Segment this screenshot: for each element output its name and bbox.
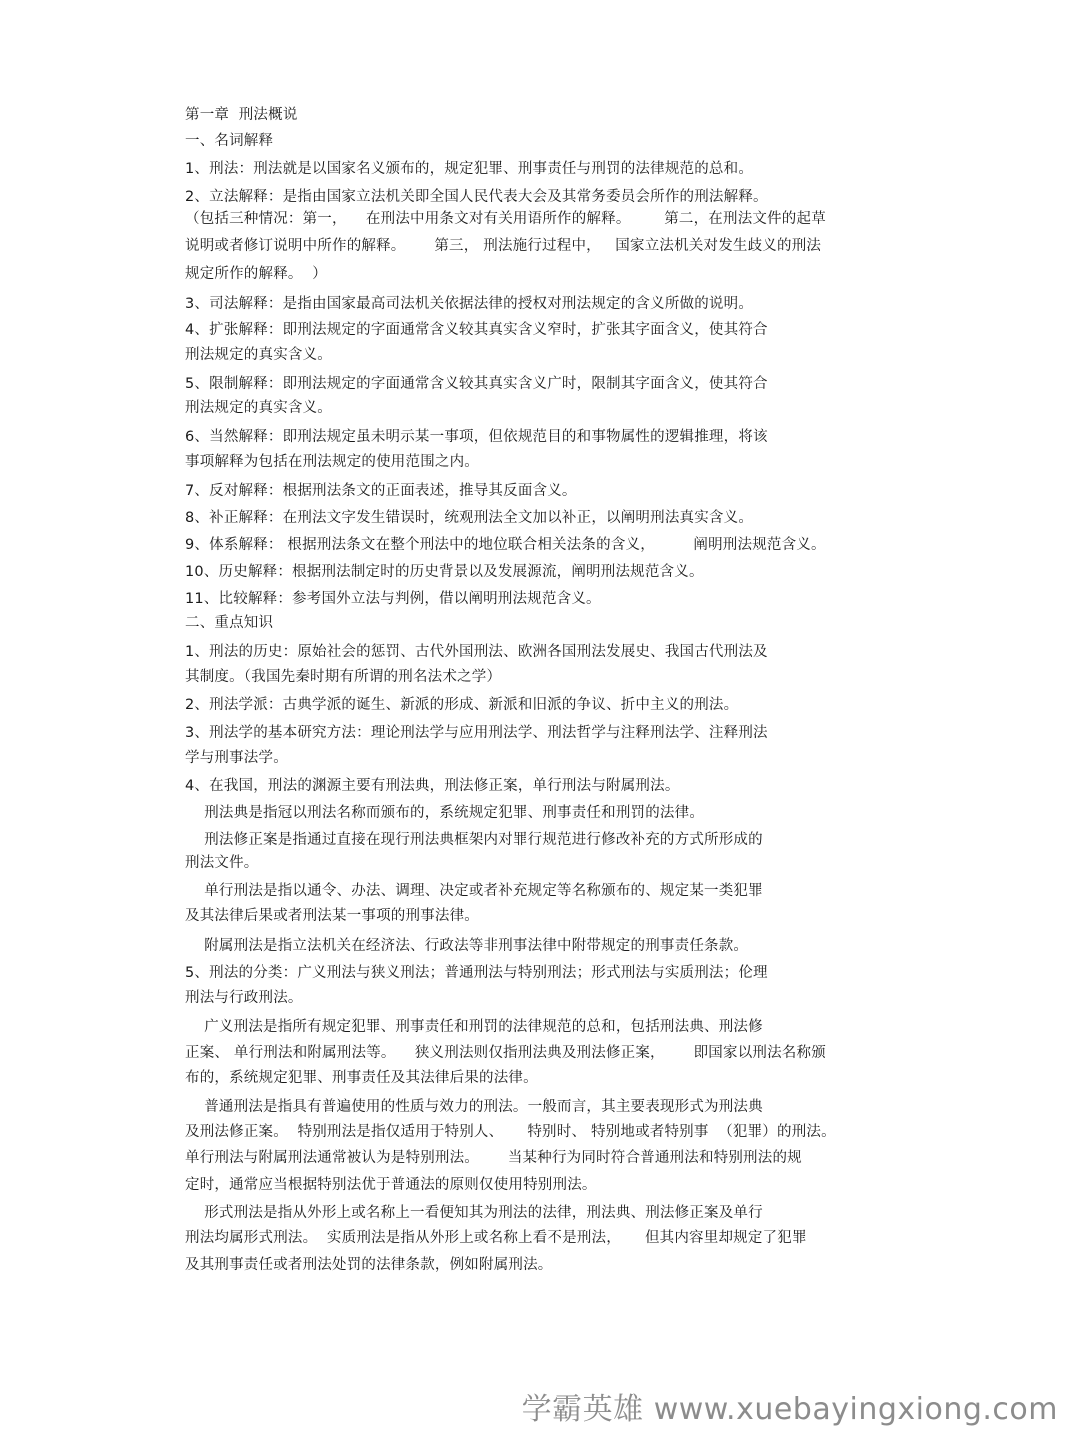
- text-line: 刑法规定的真实含义。: [185, 347, 332, 363]
- text-line: 5、刑法的分类：广义刑法与狭义刑法；普通刑法与特别刑法；形式刑法与实质刑法；伦理: [185, 965, 768, 981]
- text-line: 广义刑法是指所有规定犯罪、刑事责任和刑罚的法律规范的总和，包括刑法典、刑法修: [185, 1019, 763, 1035]
- text-line: 刑法修正案是指通过直接在现行刑法典框架内对罪行规范进行修改补充的方式所形成的: [185, 832, 763, 848]
- text-line: 刑法与行政刑法。: [185, 990, 303, 1006]
- text-line: 10、历史解释：根据刑法制定时的历史背景以及发展源流，阐明刑法规范含义。: [185, 564, 704, 580]
- site-watermark: 学霸英雄 www.xuebayingxiong.com: [521, 1392, 1058, 1427]
- text-line: 第一章 刑法概说: [185, 107, 298, 123]
- text-line: 普通刑法是指具有普遍使用的性质与效力的刑法。一般而言，其主要表现形式为刑法典: [185, 1099, 763, 1115]
- text-line: 附属刑法是指立法机关在经济法、行政法等非刑事法律中附带规定的刑事责任条款。: [185, 938, 749, 954]
- text-line: 刑法典是指冠以刑法名称而颁布的，系统规定犯罪、刑事责任和刑罚的法律。: [185, 805, 705, 821]
- text-line: 布的，系统规定犯罪、刑事责任及其法律后果的法律。: [185, 1070, 538, 1086]
- text-line: （包括三种情况：第一， 在刑法中用条文对有关用语所作的解释。 第二，在刑法文件的起草: [185, 211, 826, 227]
- text-line: 及刑法修正案。 特别刑法是指仅适用于特别人、 特别时、 特别地或者特别事 （犯罪）的刑法。: [185, 1124, 836, 1140]
- text-line: 4、在我国，刑法的渊源主要有刑法典，刑法修正案，单行刑法与附属刑法。: [185, 778, 680, 794]
- text-line: 2、立法解释：是指由国家立法机关即全国人民代表大会及其常务委员会所作的刑法解释。: [185, 189, 768, 205]
- text-line: 刑法文件。: [185, 855, 259, 871]
- text-line: 二、重点知识: [185, 615, 274, 631]
- text-line: 学与刑事法学。: [185, 750, 288, 766]
- text-line: 刑法均属形式刑法。 实质刑法是指从外形上或名称上看不是刑法， 但其内容里却规定了犯罪: [185, 1230, 807, 1246]
- text-line: 定时，通常应当根据特别法优于普通法的原则仅使用特别刑法。: [185, 1177, 597, 1193]
- text-line: 及其法律后果或者刑法某一事项的刑事法律。: [185, 908, 479, 924]
- text-line: 说明或者修订说明中所作的解释。 第三， 刑法施行过程中， 国家立法机关对发生歧义的刑法: [185, 238, 822, 254]
- text-line: 3、刑法学的基本研究方法：理论刑法学与应用刑法学、刑法哲学与注释刑法学、注释刑法: [185, 725, 768, 741]
- text-line: 单行刑法是指以通令、办法、调理、决定或者补充规定等名称颁布的、规定某一类犯罪: [185, 883, 763, 899]
- text-line: 规定所作的解释。 ）: [185, 266, 327, 282]
- text-line: 3、司法解释：是指由国家最高司法机关依据法律的授权对刑法规定的含义所做的说明。: [185, 296, 754, 312]
- text-line: 8、补正解释：在刑法文字发生错误时，统观刑法全文加以补正，以阐明刑法真实含义。: [185, 510, 754, 526]
- text-line: 其制度。（我国先秦时期有所谓的刑名法术之学）: [185, 669, 502, 685]
- text-line: 9、体系解释： 根据刑法条文在整个刑法中的地位联合相关法条的含义， 阐明刑法规范含义。: [185, 537, 826, 553]
- text-line: 刑法规定的真实含义。: [185, 400, 332, 416]
- text-line: 单行刑法与附属刑法通常被认为是特别刑法。 当某种行为同时符合普通刑法和特别刑法的规: [185, 1150, 802, 1166]
- text-line: 6、当然解释：即刑法规定虽未明示某一事项，但依规范目的和事物属性的逻辑推理，将该: [185, 429, 768, 445]
- text-line: 11、比较解释：参考国外立法与判例，借以阐明刑法规范含义。: [185, 591, 601, 607]
- text-line: 形式刑法是指从外形上或名称上一看便知其为刑法的法律，刑法典、刑法修正案及单行: [185, 1205, 763, 1221]
- text-line: 事项解释为包括在刑法规定的使用范围之内。: [185, 454, 479, 470]
- text-line: 一、名词解释: [185, 133, 274, 149]
- text-line: 正案、 单行刑法和附属刑法等。 狭义刑法则仅指刑法典及刑法修正案， 即国家以刑法名称颁: [185, 1045, 826, 1061]
- text-line: 1、刑法的历史：原始社会的惩罚、古代外国刑法、欧洲各国刑法发展史、我国古代刑法及: [185, 644, 768, 660]
- text-line: 7、反对解释：根据刑法条文的正面表述，推导其反面含义。: [185, 483, 577, 499]
- text-line: 5、限制解释：即刑法规定的字面通常含义较其真实含义广时，限制其字面含义，使其符合: [185, 376, 768, 392]
- text-line: 及其刑事责任或者刑法处罚的法律条款，例如附属刑法。: [185, 1257, 553, 1273]
- text-line: 2、刑法学派：古典学派的诞生、新派的形成、新派和旧派的争议、折中主义的刑法。: [185, 697, 739, 713]
- text-line: 4、扩张解释：即刑法规定的字面通常含义较其真实含义窄时，扩张其字面含义，使其符合: [185, 322, 768, 338]
- text-line: 1、刑法：刑法就是以国家名义颁布的，规定犯罪、刑事责任与刑罚的法律规范的总和。: [185, 161, 754, 177]
